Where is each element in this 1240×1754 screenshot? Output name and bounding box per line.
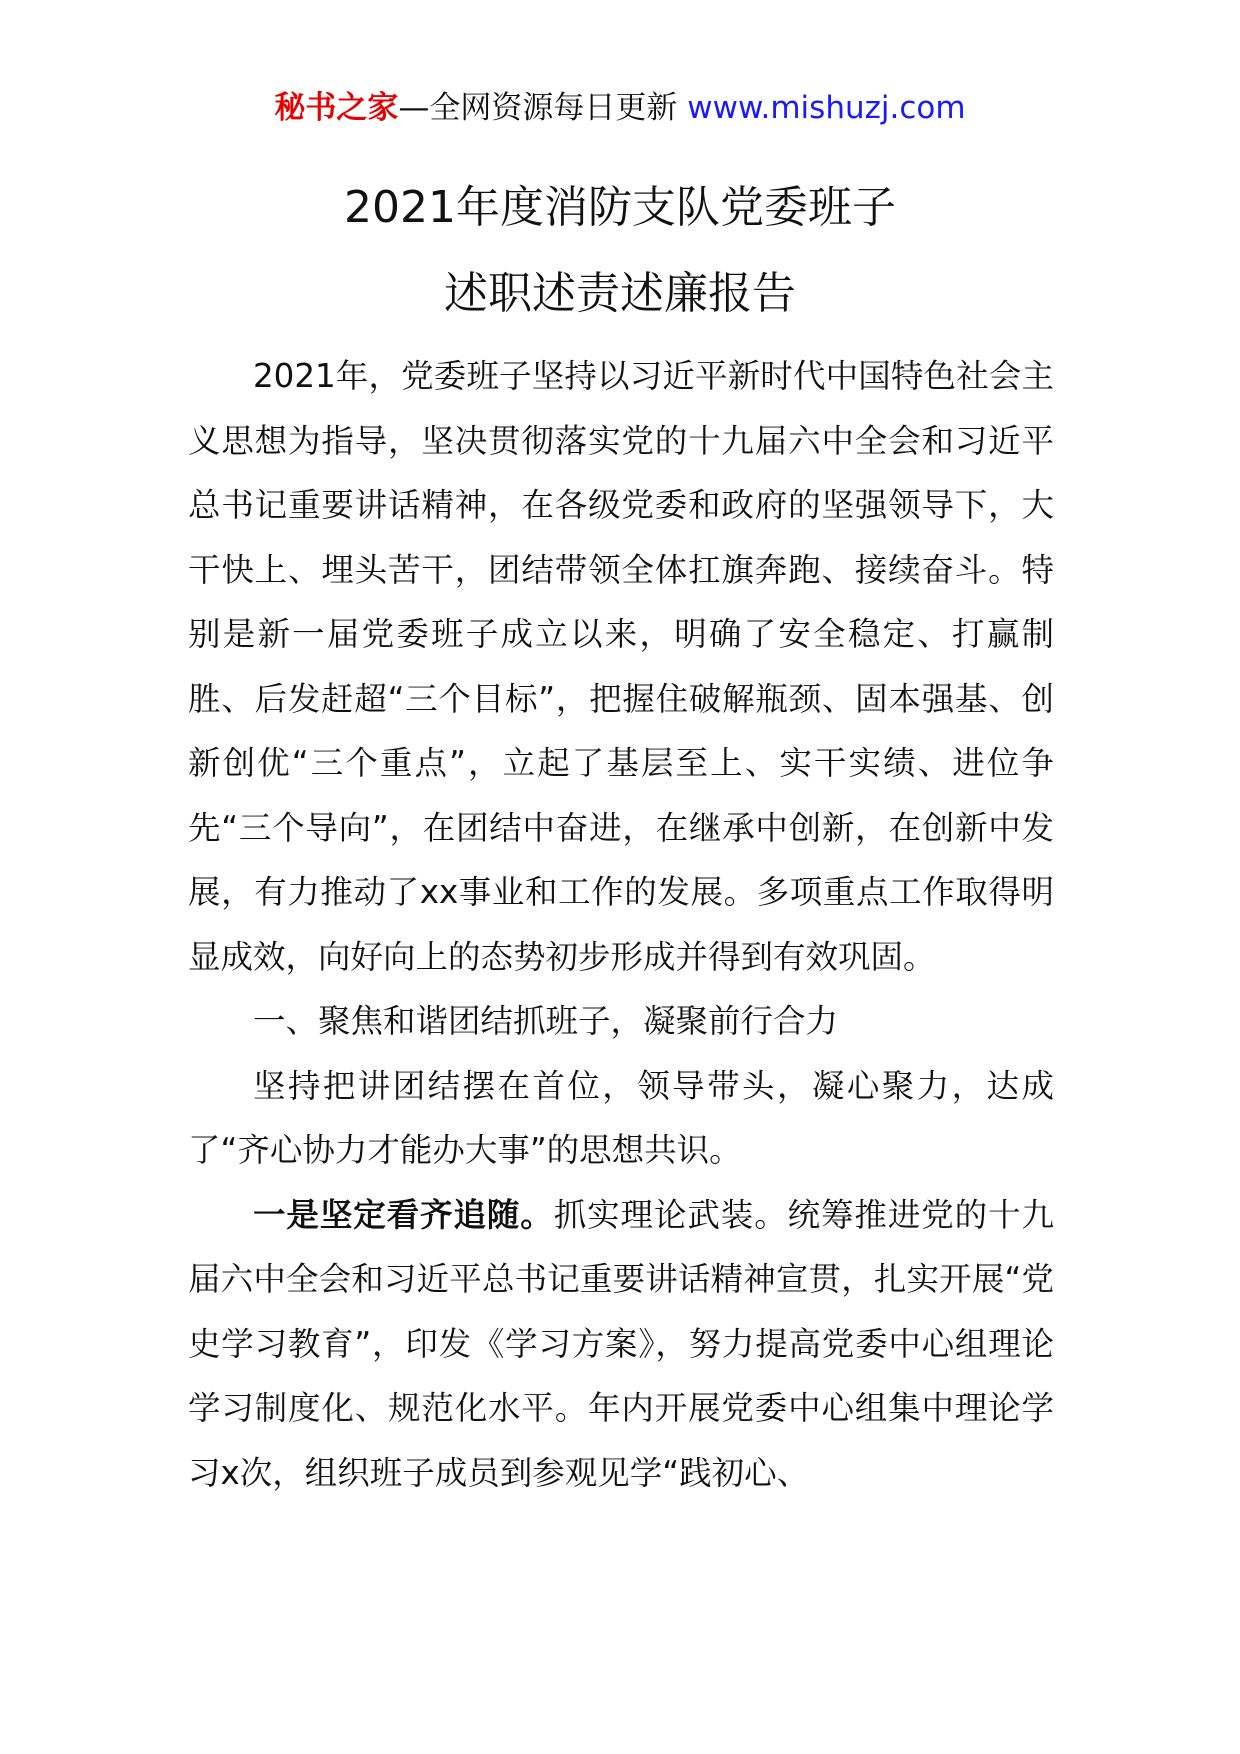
section-heading: 一、聚焦和谐团结抓班子，凝聚前行合力 xyxy=(253,1002,839,1040)
subsection-lead: 一是坚定看齐追随。 xyxy=(253,1195,554,1234)
document-title-line-1: 2021年度消防支队党委班子 xyxy=(344,182,896,233)
page-header xyxy=(0,86,1240,130)
document-body xyxy=(188,344,1054,1505)
document-title-line-2: 述职述责述廉报告 xyxy=(444,268,796,319)
subsection-paragraph xyxy=(188,1183,1054,1506)
website-link[interactable]: www.mishuzj.com xyxy=(687,90,966,126)
intro-paragraph: 2021年，党委班子坚持以习近平新时代中国特色社会主义思想为指导，坚决贯彻落实党的十九届六中全会和习近平总书记重要讲话精神，在各级党委和政府的坚强领导下，大干快上、埋头苦干，团结带领全体扛旗奔跑、接续奋斗。特别是新一届党委班子成立以来，明确了安全稳定、打赢制胜、后发赶超“三个目标”，把握住破解瓶颈、固本强基、创新创优“三个重点”，立起了基层至上、实干实绩、进位争先“三个导向”，在团结中奋进，在继承中创新，在创新中发展，有力推动了xx事业和工作的发展。多项重点工作取得明显成效，向好向上的态势初步形成并得到有效巩固。 xyxy=(188,357,1054,976)
brand-name: 秘书之家 xyxy=(274,90,399,126)
section-paragraph: 坚持把讲团结摆在首位，领导带头，凝心聚力，达成了“齐心协力才能办大事”的思想共识。 xyxy=(188,1066,1054,1169)
header-tagline: —全网资源每日更新 xyxy=(398,90,688,126)
subsection-body: 抓实理论武装。统筹推进党的十九届六中全会和习近平总书记重要讲话精神宣贯，扎实开展“党史学习教育”，印发《学习方案》，努力提高党委中心组理论学习制度化、规范化水平。年内开展党委中心组集中理论学习x次，组织班子成员到参观见学“践初心、 xyxy=(188,1195,1054,1492)
